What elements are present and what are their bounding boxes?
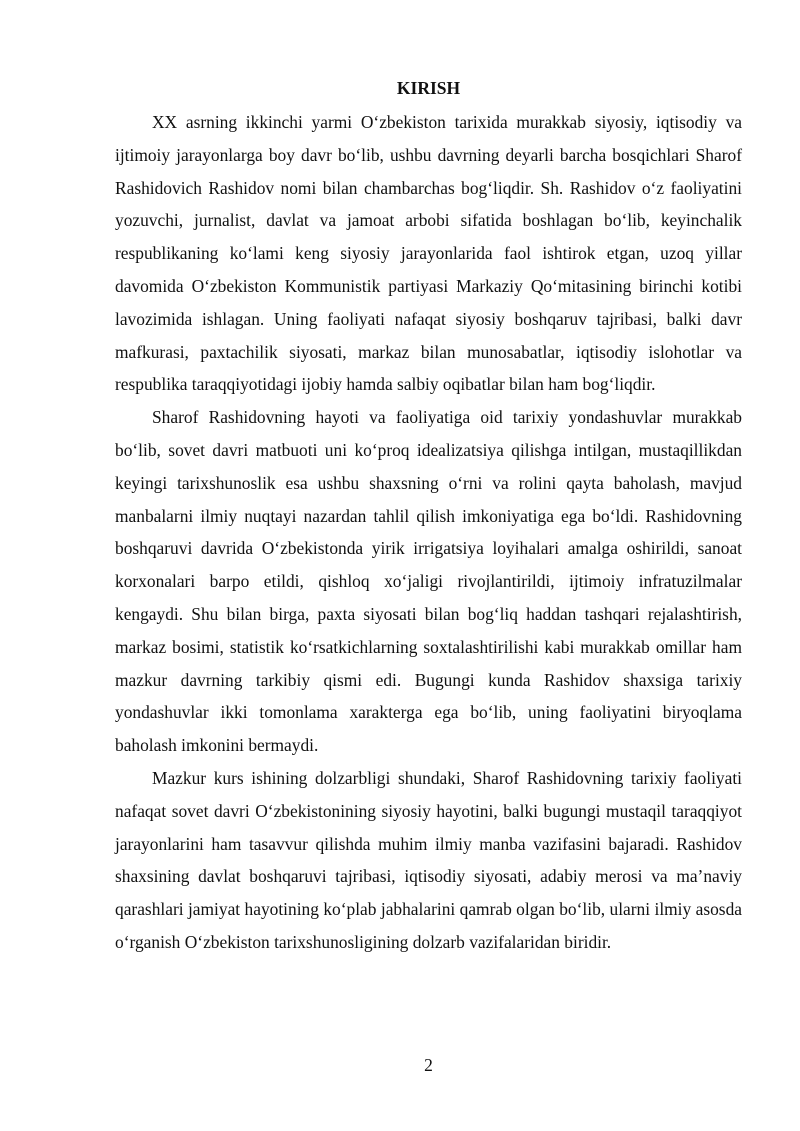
paragraph-3: Mazkur kurs ishining dolzarbligi shundaki, Sharof Rashidovning tarixiy faoliyati nafaqat sovet davri O‘zbekistonining siyosiy hayotini, balki bugungi mustaqil taraqqiyot jarayonlarini ham tasavvur qilishda muhim ilmiy manba vazifasini bajaradi. Rashidov shaxsining davlat boshqaruvi tajribasi, iqtisodiy siyosati, adabiy merosi va ma’naviy qarashlari jamiyat hayotining ko‘plab jabhalarini qamrab olgan bo‘lib, ularni ilmiy asosda o‘rganish O‘zbekiston tarixshunosligining dolzarb vazifalaridan biridir. [115,767,742,952]
paragraph-2: Sharof Rashidovning hayoti va faoliyatiga oid tarixiy yondashuvlar murakkab bo‘lib, sovet davri matbuoti uni ko‘proq idealizatsiya qilishga intilgan, mustaqillikdan keyingi tarixshunoslik esa ushbu shaxsning o‘rni va rolini qayta baholash, mavjud manbalarni ilmiy nuqtayi nazardan tahlil qilish imkoniyatiga ega bo‘ldi. Rashidovning boshqaruvi davrida O‘zbekistonda yirik irrigatsiya loyihalari amalga oshirildi, sanoat korxonalari barpo etildi, qishloq xo‘jaligi rivojlantirildi, ijtimoiy infratuzilmalar kengaydi. Shu bilan birga, paxta siyosati bilan bog‘liq haddan tashqari rejalashtirish, markaz bosimi, statistik ko‘rsatkichlarning soxtalashtirilishi kabi murakkab omillar ham mazkur davrning tarkibiy qismi edi. Bugungi kunda Rashidov shaxsiga tarixiy yondashuvlar ikki tomonlama xarakterga ega bo‘lib, uning faoliyatini biryoqlama baholash imkonini bermaydi. [115,407,742,756]
section-heading: KIRISH [396,78,461,98]
page-number: 2 [424,1055,433,1075]
body-text [115,106,742,959]
paragraph-1: XX asrning ikkinchi yarmi O‘zbekiston tarixida murakkab siyosiy, iqtisodiy va ijtimoiy jarayonlarga boy davr bo‘lib, ushbu davrning deyarli barcha bosqichlari Sharof Rashidovich Rashidov nomi bilan chambarchas bog‘liqdir. Sh. Rashidov o‘z faoliyatini yozuvchi, jurnalist, davlat va jamoat arbobi sifatida boshlagan bo‘lib, keyinchalik respublikaning ko‘lami keng siyosiy jarayonlarida faol ishtirok etgan, uzoq yillar davomida O‘zbekiston Kommunistik partiyasi Markaziy Qo‘mitasining birinchi kotibi lavozimida ishlagan. Uning faoliyati nafaqat siyosiy boshqaruv tajribasi, balki davr mafkurasi, paxtachilik siyosati, markaz bilan munosabatlar, iqtisodiy islohotlar va respublika taraqqiyotidagi ijobiy hamda salbiy oqibatlar bilan ham bog‘liqdir. [115,112,742,395]
